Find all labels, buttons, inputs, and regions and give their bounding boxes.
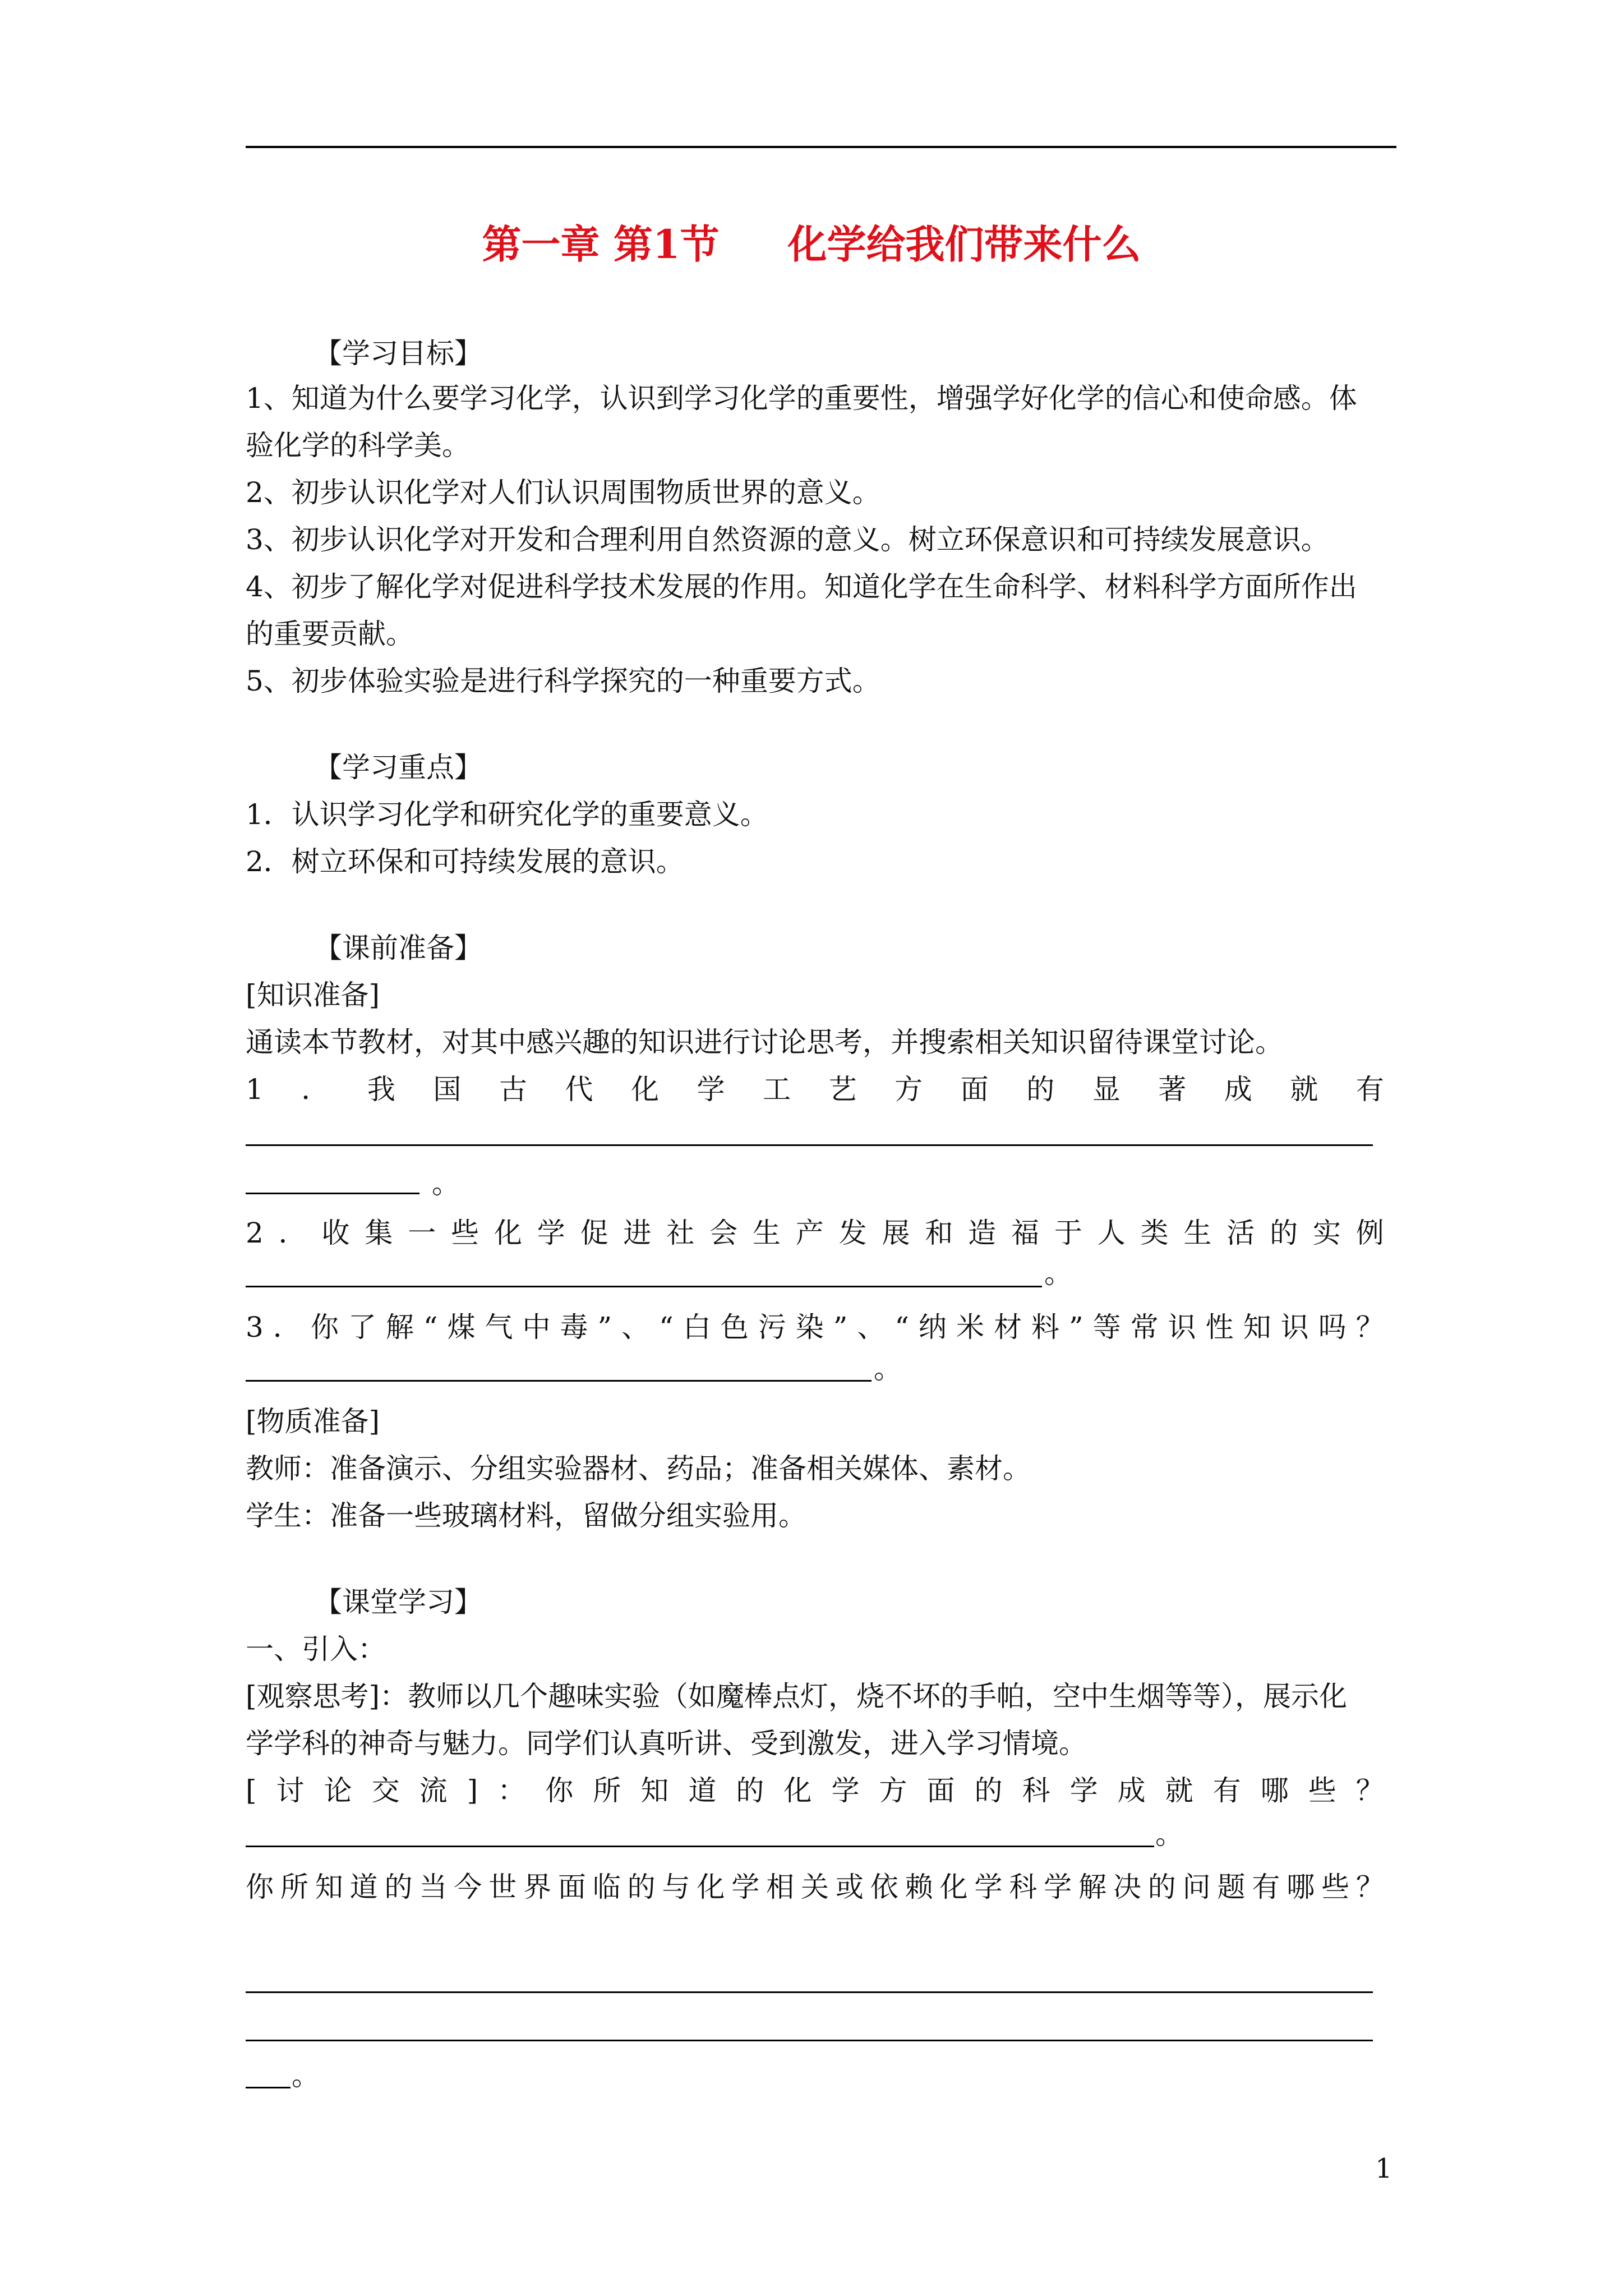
glyph: 就 xyxy=(1290,1073,1318,1106)
glyph: 集 xyxy=(365,1217,393,1249)
answer-line xyxy=(246,1846,1154,1847)
key-point-line: 1．认识学习化学和研究化学的重要意义。 xyxy=(246,798,768,831)
glyph: 的 xyxy=(1270,1217,1298,1249)
glyph: 你 xyxy=(310,1311,339,1343)
glyph: 3 xyxy=(246,1311,264,1343)
period: 。 xyxy=(1155,1818,1183,1851)
glyph: 例 xyxy=(1355,1217,1384,1249)
glyph: ． xyxy=(278,1217,307,1249)
knowledge-intro: 通读本节教材，对其中感兴趣的知识进行讨论思考，并搜索相关知识留待课堂讨论。 xyxy=(246,1026,1283,1059)
glyph: 你 xyxy=(246,1871,274,1903)
glyph: 道 xyxy=(349,1871,378,1903)
glyph: 问 xyxy=(1182,1871,1211,1903)
answer-line xyxy=(246,1193,419,1194)
glyph: 的 xyxy=(736,1774,764,1807)
glyph: 收 xyxy=(321,1217,350,1249)
glyph: 1 xyxy=(246,1073,264,1106)
glyph: 你 xyxy=(545,1774,574,1807)
glyph: 有 xyxy=(1252,1871,1280,1903)
glyph: 的 xyxy=(1026,1073,1055,1106)
page-title: 第一章 第1节 化学给我们带来什么 xyxy=(482,221,1141,268)
glyph: 等 xyxy=(1092,1311,1121,1343)
glyph: 会 xyxy=(709,1217,738,1249)
glyph: 当 xyxy=(419,1871,448,1903)
goal-line: 2、初步认识化学对人们认识周围物质世界的意义。 xyxy=(246,476,880,509)
glyph: 、 xyxy=(857,1311,886,1343)
glyph: 产 xyxy=(795,1217,824,1249)
glyph: 活 xyxy=(1227,1217,1255,1249)
glyph: 方 xyxy=(895,1073,923,1106)
glyph: 国 xyxy=(433,1073,462,1106)
glyph: 学 xyxy=(831,1774,860,1807)
glyph: 成 xyxy=(1224,1073,1252,1106)
glyph: 色 xyxy=(720,1311,749,1343)
glyph: 的 xyxy=(627,1871,656,1903)
glyph: “ xyxy=(659,1311,674,1343)
glyph: 中 xyxy=(522,1311,551,1343)
glyph: 代 xyxy=(565,1073,593,1106)
glyph: 科 xyxy=(1009,1871,1038,1903)
goal-line: 验化学的科学美。 xyxy=(246,429,470,462)
header-rule xyxy=(246,146,1396,148)
glyph: 显 xyxy=(1092,1073,1121,1106)
glyph: 古 xyxy=(499,1073,527,1106)
glyph: 的 xyxy=(1147,1871,1176,1903)
glyph: ． xyxy=(273,1311,301,1343)
glyph: 学 xyxy=(1069,1774,1098,1807)
glyph: 2 xyxy=(246,1217,264,1249)
glyph: 解 xyxy=(1078,1871,1106,1903)
goal-line: 5、初步体验实验是进行科学探究的一种重要方式。 xyxy=(246,665,880,697)
glyph: 面 xyxy=(960,1073,989,1106)
glyph: 社 xyxy=(666,1217,695,1249)
glyph: 化 xyxy=(697,1871,725,1903)
glyph: ] xyxy=(467,1774,478,1807)
key-points-heading: 【学习重点】 xyxy=(314,751,482,784)
teacher-prep: 教师：准备演示、分组实验器材、药品；准备相关媒体、素材。 xyxy=(246,1452,1031,1485)
glyph: 依 xyxy=(870,1871,898,1903)
glyph: 进 xyxy=(623,1217,652,1249)
period: 。 xyxy=(874,1352,902,1385)
glyph: 实 xyxy=(1312,1217,1341,1249)
glyph: 料 xyxy=(1031,1311,1059,1343)
glyph: 面 xyxy=(557,1871,586,1903)
glyph: 些 xyxy=(1321,1871,1350,1903)
glyph: 与 xyxy=(662,1871,690,1903)
goal-line: 1、知道为什么要学习化学，认识到学习化学的重要性，增强学好化学的信心和使命感。体 xyxy=(246,382,1357,415)
prep-heading: 【课前准备】 xyxy=(314,932,482,964)
glyph: 赖 xyxy=(905,1871,933,1903)
glyph: 吗 xyxy=(1318,1311,1347,1343)
material-label: [物质准备] xyxy=(246,1405,380,1438)
glyph: 白 xyxy=(683,1311,711,1343)
glyph: 福 xyxy=(1011,1217,1039,1249)
glyph: 染 xyxy=(795,1311,824,1343)
glyph: 展 xyxy=(882,1217,910,1249)
glyph: 性 xyxy=(1205,1311,1234,1343)
glyph: 和 xyxy=(925,1217,953,1249)
glyph: 促 xyxy=(580,1217,608,1249)
glyph: 些 xyxy=(451,1217,479,1249)
question-2 xyxy=(246,1216,1384,1250)
answer-line xyxy=(246,1286,1042,1287)
glyph: 识 xyxy=(1168,1311,1196,1343)
glyph: 有 xyxy=(1212,1774,1241,1807)
glyph: 相 xyxy=(766,1871,795,1903)
glyph: 学 xyxy=(1044,1871,1072,1903)
glyph: 学 xyxy=(974,1871,1003,1903)
problems-question xyxy=(246,1870,1384,1904)
period: 。 xyxy=(292,2059,320,2092)
glyph: 有 xyxy=(1355,1073,1384,1106)
glyph: ” xyxy=(1069,1311,1083,1343)
glyph: 类 xyxy=(1140,1217,1169,1249)
glyph: 识 xyxy=(1280,1311,1309,1343)
glyph: ？ xyxy=(1356,1871,1384,1903)
glyph: 煤 xyxy=(447,1311,476,1343)
question-3 xyxy=(246,1310,1384,1344)
intro-label: 一、引入： xyxy=(246,1633,386,1665)
glyph: 题 xyxy=(1217,1871,1246,1903)
glyph: 科 xyxy=(1022,1774,1050,1807)
glyph: 临 xyxy=(592,1871,621,1903)
glyph: 学 xyxy=(537,1217,565,1249)
glyph: 学 xyxy=(697,1073,725,1106)
glyph: 今 xyxy=(454,1871,482,1903)
glyph: 纳 xyxy=(918,1311,947,1343)
goal-line: 3、初步认识化学对开发和合理利用自然资源的意义。树立环保意识和可持续发展意识。 xyxy=(246,523,1329,556)
glyph: [ xyxy=(246,1774,257,1807)
glyph: ？ xyxy=(1355,1774,1384,1807)
glyph: 我 xyxy=(367,1073,395,1106)
page-number: 1 xyxy=(1375,2153,1393,2184)
glyph: 化 xyxy=(783,1774,812,1807)
goals-heading: 【学习目标】 xyxy=(314,337,482,370)
goal-line: 4、初步了解化学对促进科学技术发展的作用。知道化学在生命科学、材料科学方面所作出 xyxy=(246,570,1357,603)
question-1 xyxy=(246,1073,1384,1106)
glyph: 于 xyxy=(1054,1217,1082,1249)
glyph: 气 xyxy=(485,1311,513,1343)
glyph: 污 xyxy=(758,1311,786,1343)
glyph: 知 xyxy=(1243,1311,1271,1343)
glyph: 生 xyxy=(1183,1217,1212,1249)
glyph: 生 xyxy=(752,1217,781,1249)
glyph: 成 xyxy=(1117,1774,1146,1807)
glyph: 或 xyxy=(835,1871,864,1903)
glyph: 的 xyxy=(974,1774,1003,1807)
glyph: 解 xyxy=(385,1311,414,1343)
period: 。 xyxy=(1044,1257,1072,1290)
answer-line xyxy=(246,2040,1373,2041)
glyph: ？ xyxy=(1355,1311,1384,1343)
glyph: 著 xyxy=(1158,1073,1187,1106)
observe-line: [观察思考]：教师以几个趣味实验（如魔棒点灯，烧不坏的手帕，空中生烟等等），展示化 xyxy=(246,1680,1348,1713)
glyph: 就 xyxy=(1165,1774,1193,1807)
glyph: 化 xyxy=(939,1871,968,1903)
glyph: 知 xyxy=(315,1871,343,1903)
glyph: 一 xyxy=(408,1217,436,1249)
glyph: 世 xyxy=(488,1871,517,1903)
glyph: 方 xyxy=(879,1774,907,1807)
answer-line xyxy=(246,2087,291,2088)
answer-line xyxy=(246,1991,1373,1993)
glyph: 论 xyxy=(324,1774,352,1807)
period: 。 xyxy=(432,1167,460,1200)
key-point-line: 2．树立环保和可持续发展的意识。 xyxy=(246,845,684,878)
glyph: 材 xyxy=(993,1311,1022,1343)
glyph: 艺 xyxy=(828,1073,857,1106)
observe-line: 学学科的神奇与魅力。同学们认真听讲、受到激发，进入学习情境。 xyxy=(246,1727,1087,1760)
answer-line xyxy=(246,1144,1373,1146)
glyph: ” xyxy=(597,1311,612,1343)
student-prep: 学生：准备一些玻璃材料，留做分组实验用。 xyxy=(246,1499,806,1532)
glyph: 决 xyxy=(1113,1871,1141,1903)
glyph: 流 xyxy=(419,1774,448,1807)
glyph: 哪 xyxy=(1287,1871,1315,1903)
glyph: “ xyxy=(423,1311,438,1343)
goal-line: 的重要贡献。 xyxy=(246,618,414,650)
glyph: 、 xyxy=(621,1311,650,1343)
glyph: 造 xyxy=(968,1217,997,1249)
class-heading: 【课堂学习】 xyxy=(314,1586,482,1618)
glyph: 常 xyxy=(1130,1311,1159,1343)
glyph: 发 xyxy=(838,1217,867,1249)
glyph: 了 xyxy=(348,1311,376,1343)
glyph: ． xyxy=(301,1073,330,1106)
glyph: 哪 xyxy=(1260,1774,1289,1807)
glyph: “ xyxy=(895,1311,909,1343)
discussion-question xyxy=(246,1774,1384,1807)
glyph: 所 xyxy=(280,1871,308,1903)
glyph: 的 xyxy=(384,1871,413,1903)
glyph: 学 xyxy=(731,1871,760,1903)
glyph: 界 xyxy=(523,1871,551,1903)
glyph: ” xyxy=(833,1311,848,1343)
glyph: 化 xyxy=(494,1217,522,1249)
glyph: 米 xyxy=(956,1311,984,1343)
glyph: 交 xyxy=(371,1774,400,1807)
glyph: ： xyxy=(497,1774,526,1807)
glyph: 工 xyxy=(763,1073,791,1106)
glyph: 毒 xyxy=(560,1311,588,1343)
glyph: 关 xyxy=(801,1871,829,1903)
glyph: 些 xyxy=(1308,1774,1336,1807)
glyph: 人 xyxy=(1097,1217,1126,1249)
glyph: 化 xyxy=(631,1073,659,1106)
glyph: 所 xyxy=(593,1774,621,1807)
glyph: 道 xyxy=(688,1774,717,1807)
glyph: 讨 xyxy=(276,1774,305,1807)
knowledge-label: [知识准备] xyxy=(246,979,380,1011)
glyph: 面 xyxy=(926,1774,955,1807)
glyph: 知 xyxy=(640,1774,669,1807)
answer-line xyxy=(246,1380,872,1382)
